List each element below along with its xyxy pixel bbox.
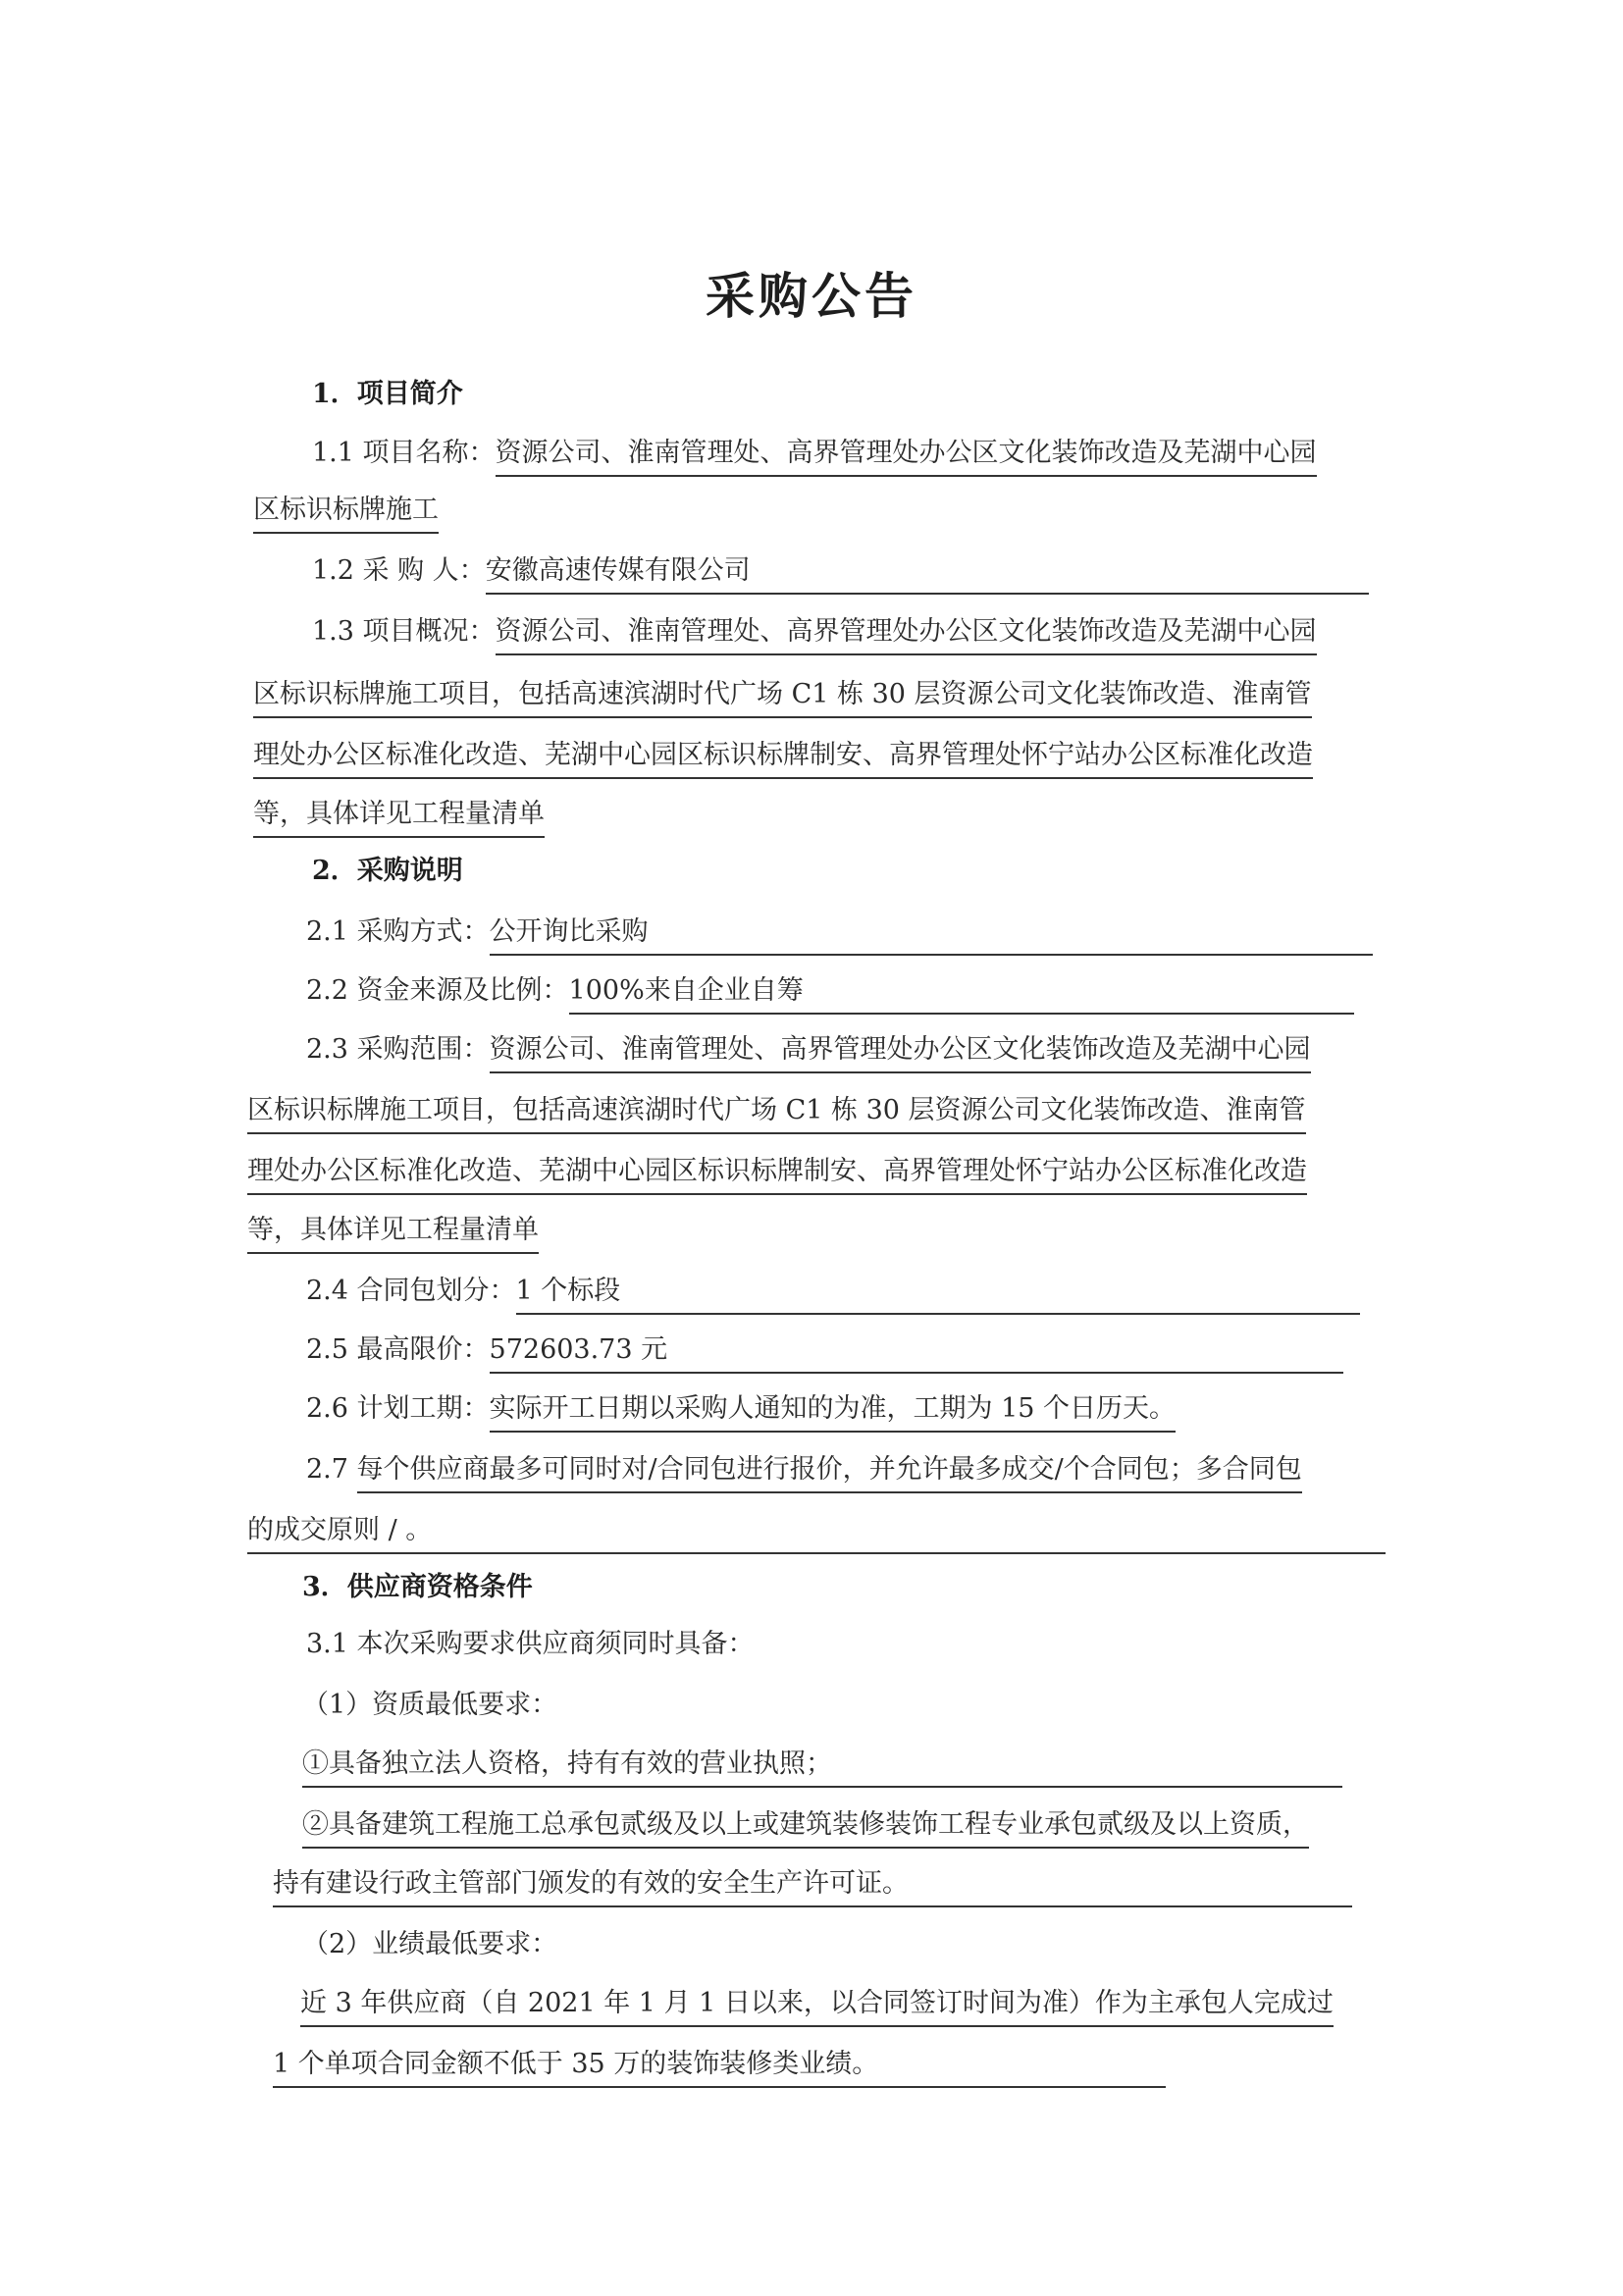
qualification-item-1-line [302, 1745, 1342, 1788]
qualification-item-2-cont-line [273, 1864, 1352, 1907]
performance-value-2: 1 个单项合同金额不低于 35 万的装饰装修类业绩。 [273, 2045, 1166, 2088]
project-name-value-cont: 区标识标牌施工 [253, 491, 439, 534]
fund-source-line [306, 971, 1354, 1015]
schedule-value: 实际开工日期以采购人通知的为准，工期为 15 个日历天。 [490, 1389, 1177, 1433]
purchaser-line [312, 551, 1369, 595]
scope-line-2 [247, 1091, 1306, 1134]
overview-value-4: 等，具体详见工程量清单 [253, 795, 545, 838]
overview-label: 1.3 项目概况： [312, 616, 496, 647]
qualification-item-1: ①具备独立法人资格，持有有效的营业执照； [302, 1745, 1342, 1788]
max-price-value: 572603.73 元 [490, 1331, 1343, 1374]
project-name-label: 1.1 项目名称： [312, 438, 496, 468]
qualification-item-2-line [302, 1805, 1309, 1849]
scope-line-3 [247, 1152, 1307, 1195]
schedule-line [306, 1389, 1176, 1433]
purchaser-label: 1.2 采 购 人： [312, 555, 486, 586]
overview-line-4 [253, 795, 545, 838]
bid-rule-line [306, 1450, 1302, 1493]
overview-line [312, 612, 1317, 655]
fund-source-value: 100%来自企业自筹 [569, 971, 1354, 1015]
scope-line-4 [247, 1211, 539, 1254]
performance-line-1 [300, 1984, 1334, 2027]
overview-line-3 [253, 736, 1313, 779]
contract-division-label: 2.4 合同包划分： [306, 1276, 516, 1306]
qualification-heading: （1）资质最低要求： [302, 1690, 558, 1720]
bid-rule-value-2: 的成交原则 / 。 [247, 1511, 1386, 1554]
bid-rule-label: 2.7 [306, 1454, 357, 1485]
fund-source-label: 2.2 资金来源及比例： [306, 975, 569, 1006]
scope-label: 2.3 采购范围： [306, 1034, 490, 1065]
scope-value: 资源公司、淮南管理处、高界管理处办公区文化装饰改造及芜湖中心园 [490, 1030, 1311, 1073]
schedule-label: 2.6 计划工期： [306, 1393, 490, 1424]
page-title: 采购公告 [706, 267, 917, 325]
overview-value: 资源公司、淮南管理处、高界管理处办公区文化装饰改造及芜湖中心园 [496, 612, 1317, 655]
procurement-method-value: 公开询比采购 [490, 913, 1373, 956]
project-name-value: 资源公司、淮南管理处、高界管理处办公区文化装饰改造及芜湖中心园 [496, 434, 1317, 477]
overview-value-3: 理处办公区标准化改造、芜湖中心园区标识标牌制安、高界管理处怀宁站办公区标准化改造 [253, 736, 1313, 779]
contract-division-line [306, 1272, 1360, 1315]
performance-heading: （2）业绩最低要求： [302, 1929, 558, 1959]
scope-value-2: 区标识标牌施工项目，包括高速滨湖时代广场 C1 栋 30 层资源公司文化装饰改造、淮南管 [247, 1091, 1306, 1134]
performance-value-1: 近 3 年供应商（自 2021 年 1 月 1 日以来，以合同签订时间为准）作为主承包人完成过 [300, 1984, 1334, 2027]
procurement-method-line [306, 913, 1373, 956]
scope-line [306, 1030, 1311, 1073]
max-price-line [306, 1331, 1343, 1374]
max-price-label: 2.5 最高限价： [306, 1334, 490, 1365]
section-3-heading: 3．供应商资格条件 [302, 1572, 533, 1602]
scope-value-4: 等，具体详见工程量清单 [247, 1211, 539, 1254]
project-name-line [312, 434, 1317, 477]
overview-line-2 [253, 675, 1312, 718]
qualification-intro: 3.1 本次采购要求供应商须同时具备： [306, 1629, 755, 1659]
contract-division-value: 1 个标段 [516, 1272, 1360, 1315]
qualification-item-2: ②具备建筑工程施工总承包贰级及以上或建筑装修装饰工程专业承包贰级及以上资质， [302, 1805, 1309, 1849]
qualification-item-2-cont: 持有建设行政主管部门颁发的有效的安全生产许可证。 [273, 1864, 1352, 1907]
performance-line-2 [273, 2045, 1166, 2088]
section-1-heading: 1．项目简介 [312, 379, 463, 409]
overview-value-2: 区标识标牌施工项目，包括高速滨湖时代广场 C1 栋 30 层资源公司文化装饰改造、淮南管 [253, 675, 1312, 718]
scope-value-3: 理处办公区标准化改造、芜湖中心园区标识标牌制安、高界管理处怀宁站办公区标准化改造 [247, 1152, 1307, 1195]
bid-rule-line-2 [247, 1511, 1386, 1554]
bid-rule-value: 每个供应商最多可同时对/合同包进行报价，并允许最多成交/个合同包；多合同包 [357, 1450, 1302, 1493]
procurement-method-label: 2.1 采购方式： [306, 916, 490, 947]
purchaser-value: 安徽高速传媒有限公司 [486, 551, 1369, 595]
section-2-heading: 2．采购说明 [312, 856, 463, 886]
project-name-line-2 [253, 491, 439, 534]
